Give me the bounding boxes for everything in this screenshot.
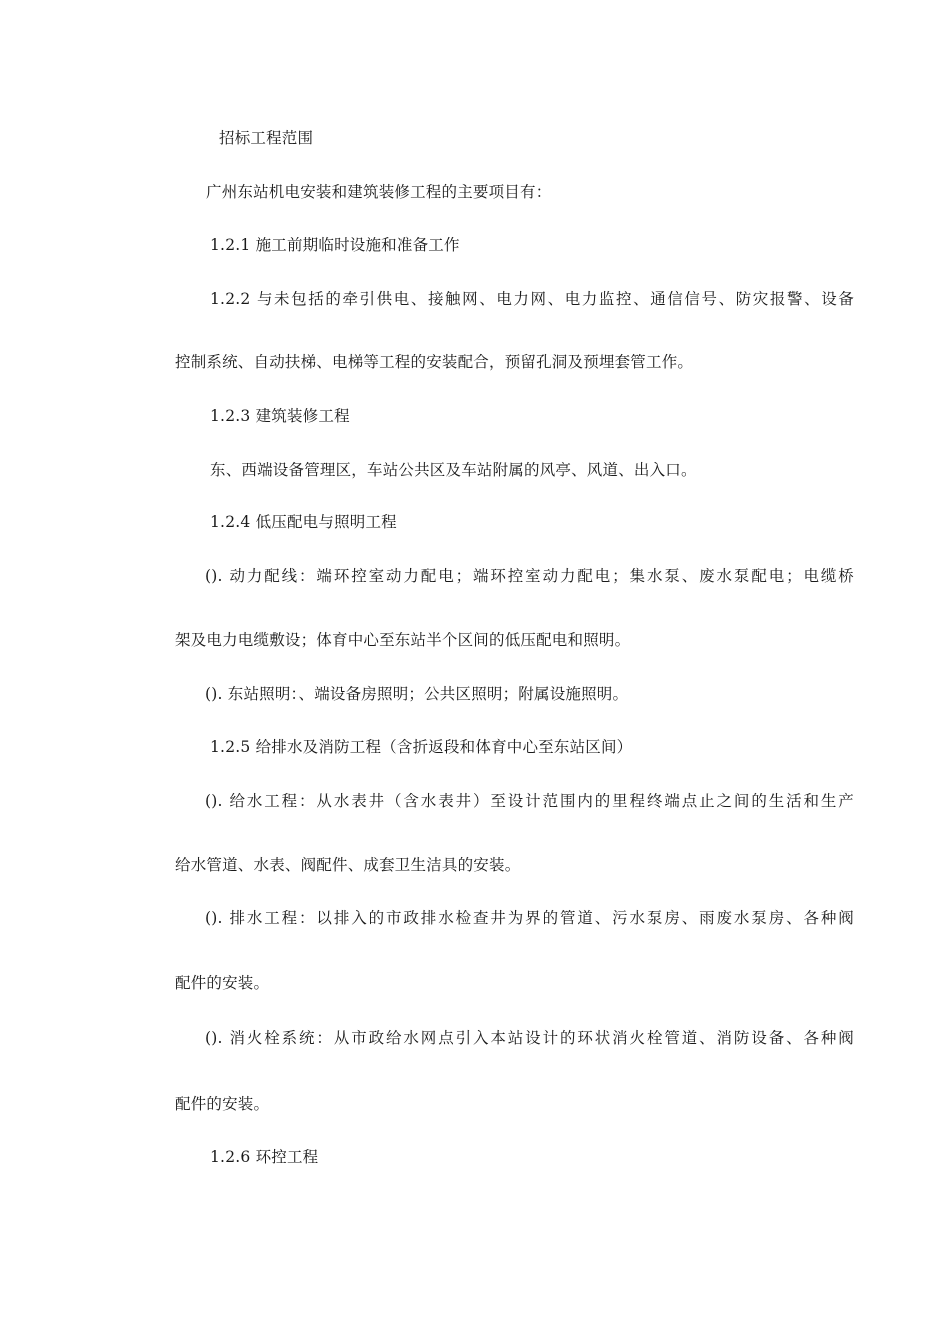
item-power-wiring-line1: (). 动力配线：端环控室动力配电；端环控室动力配电；集水泵、废水泵配电；电缆桥 <box>205 567 854 585</box>
subsection-1-2-2-line2: 控制系统、自动扶梯、电梯等工程的安装配合，预留孔洞及预埋套管工作。 <box>175 353 694 371</box>
item-water-supply-line2: 给水管道、水表、阀配件、成套卫生洁具的安装。 <box>175 856 521 874</box>
subsection-1-2-6: 1.2.6 环控工程 <box>210 1148 319 1166</box>
subsection-1-2-2-line1: 1.2.2 与未包括的牵引供电、接触网、电力网、电力监控、通信信号、防灾报警、设备 <box>210 290 854 308</box>
subsection-1-2-4: 1.2.4 低压配电与照明工程 <box>210 513 397 531</box>
item-water-supply-line1: (). 给水工程：从水表井（含水表井）至设计范围内的里程终端点止之间的生活和生产 <box>205 792 854 810</box>
item-power-wiring-line2: 架及电力电缆敷设；体育中心至东站半个区间的低压配电和照明。 <box>175 631 631 649</box>
paragraph-intro: 广州东站机电安装和建筑装修工程的主要项目有： <box>206 183 552 201</box>
subsection-1-2-5: 1.2.5 给排水及消防工程（含折返段和体育中心至东站区间） <box>210 738 633 756</box>
subsection-1-2-3: 1.2.3 建筑装修工程 <box>210 407 350 425</box>
subsection-1-2-1: 1.2.1 施工前期临时设施和准备工作 <box>210 236 460 254</box>
item-hydrant-line2: 配件的安装。 <box>175 1095 270 1113</box>
item-drainage-line2: 配件的安装。 <box>175 974 270 992</box>
item-hydrant-line1: (). 消火栓系统：从市政给水网点引入本站设计的环状消火栓管道、消防设备、各种阀 <box>205 1029 854 1047</box>
item-drainage-line1: (). 排水工程：以排入的市政排水检查井为界的管道、污水泵房、雨废水泵房、各种阀 <box>205 909 854 927</box>
item-station-lighting: (). 东站照明：、端设备房照明；公共区照明；附属设施照明。 <box>205 685 629 703</box>
paragraph-1-2-3: 东、西端设备管理区，车站公共区及车站附属的风亭、风道、出入口。 <box>210 461 697 479</box>
section-heading: 招标工程范围 <box>219 129 314 147</box>
